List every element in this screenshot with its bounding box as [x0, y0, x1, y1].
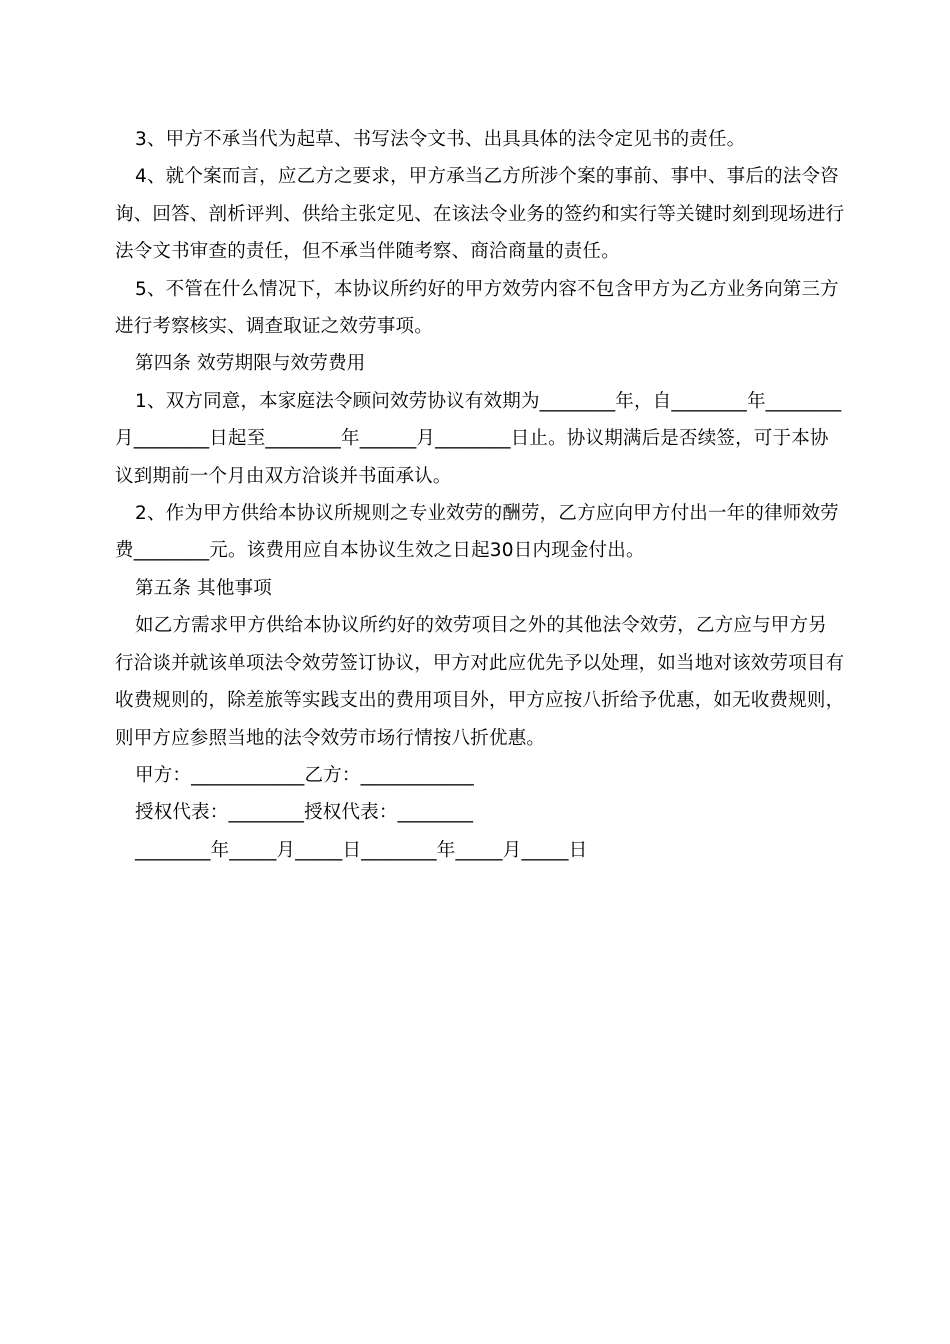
signature-representative-line: 授权代表：________授权代表：________ — [135, 802, 474, 824]
paragraph-clause-3-4: 4、就个案而言，应乙方之要求，甲方承当乙方所涉个案的事前、事中、事后的法令咨询、回答、剖析评判、供给主张定见、在该法令业务的签约和实行等关键时刻到现场进行法令文书审查的责任，但不承当伴随考察、商洽商量的责任。 — [115, 166, 845, 263]
section-heading-article-5: 第五条 其他事项 — [135, 577, 272, 599]
paragraph-clause-4-1: 1、双方同意，本家庭法令顾问效劳协议有效期为________年，自________年________月________日起至________年______月________日止。协议期满后是否续签，可于本协议到期前一个月由双方洽谈并书面承认。 — [115, 390, 842, 487]
signature-date-line: ________年_____月_____日________年_____月_____日 — [135, 839, 588, 861]
paragraph-other-matters: 如乙方需求甲方供给本协议所约好的效劳项目之外的其他法令效劳，乙方应与甲方另行洽谈并就该单项法令效劳签订协议，甲方对此应优先予以处理，如当地对该效劳项目有收费规则的，除差旅等实践支出的费用项目外，甲方应按八折给予优惠，如无收费规则，则甲方应参照当地的法令效劳市场行情按八折优惠。 — [115, 615, 845, 749]
signature-party-line: 甲方：____________乙方：____________ — [135, 764, 475, 786]
document-body — [115, 121, 845, 869]
section-heading-article-4: 第四条 效劳期限与效劳费用 — [135, 353, 366, 375]
paragraph-clause-3-5: 5、不管在什么情况下，本协议所约好的甲方效劳内容不包含甲方为乙方业务向第三方进行考察核实、调查取证之效劳事项。 — [115, 278, 839, 338]
paragraph-clause-4-2: 2、作为甲方供给本协议所规则之专业效劳的酬劳，乙方应向甲方付出一年的律师效劳费________元。该费用应自本协议生效之日起30日内现金付出。 — [115, 503, 839, 562]
paragraph-clause-3-3: 3、甲方不承当代为起草、书写法令文书、出具具体的法令定见书的责任。 — [135, 129, 746, 150]
